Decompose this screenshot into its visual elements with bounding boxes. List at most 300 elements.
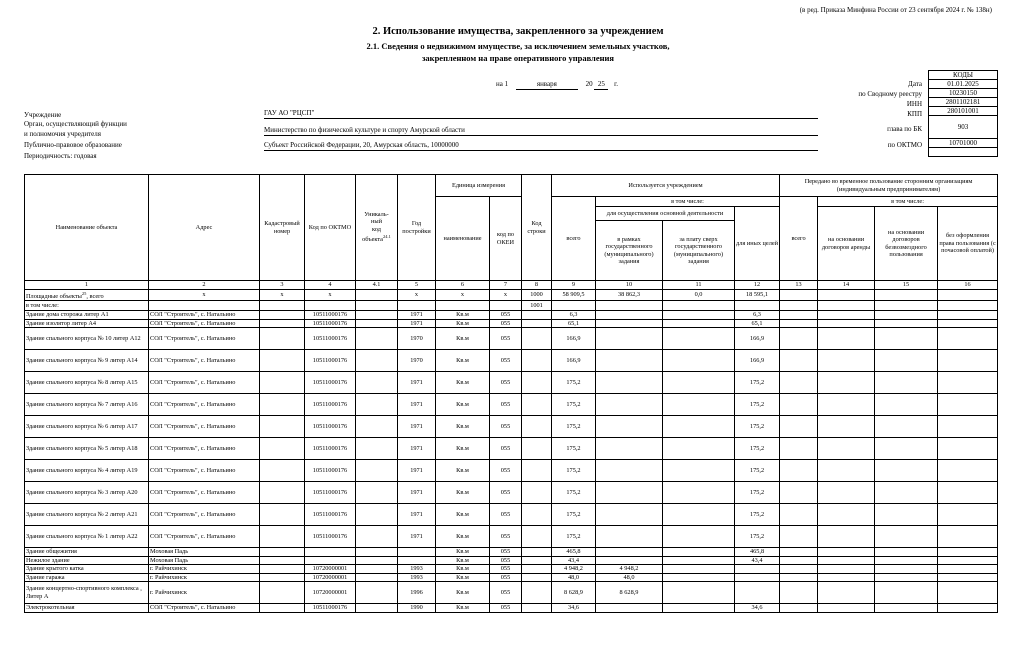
unit-cell: Кв.м — [436, 438, 490, 460]
unique-code-cell — [356, 394, 398, 416]
object-name: Здание изолятор литер А4 — [25, 319, 149, 328]
passed-cell — [875, 394, 938, 416]
empty-cell — [596, 301, 663, 311]
passed-cell — [875, 372, 938, 394]
passed-cell — [818, 416, 875, 438]
unique-code-cell — [356, 573, 398, 582]
passed-cell — [875, 319, 938, 328]
institution-value: ГАУ АО "РЦСП" — [264, 109, 818, 119]
passed-cell — [938, 460, 998, 482]
unit-cell: Кв.м — [436, 548, 490, 557]
unique-code-cell — [356, 350, 398, 372]
date-year: 25 — [594, 80, 608, 90]
unique-code-cell — [356, 565, 398, 574]
over-task-cell — [663, 482, 735, 504]
oktmo-cell: 10511000176 — [305, 319, 356, 328]
column-number: 5 — [398, 281, 436, 290]
header-unique-3: код — [372, 225, 381, 233]
year-cell: 1993 — [398, 565, 436, 574]
over-task-cell — [663, 573, 735, 582]
header-oktmo: Код по ОКТМО — [305, 175, 356, 281]
oktmo-cell: 10511000176 — [305, 460, 356, 482]
oktmo-cell: 10511000176 — [305, 526, 356, 548]
passed-cell — [875, 604, 938, 613]
oktmo-cell — [305, 556, 356, 565]
code-value-bk: 903 — [929, 116, 998, 139]
passed-cell — [875, 460, 938, 482]
over-task-cell — [663, 604, 735, 613]
over-task-cell — [663, 372, 735, 394]
passed-cell — [875, 350, 938, 372]
total-cell: x — [260, 289, 305, 301]
incl-row — [25, 301, 998, 311]
table-row — [25, 482, 998, 504]
oktmo-cell: 10720000001 — [305, 582, 356, 604]
object-name: Электрокотельная — [25, 604, 149, 613]
passed-cell — [875, 311, 938, 320]
total-cell — [818, 289, 875, 301]
passed-cell — [818, 311, 875, 320]
object-address: СОЛ "Строитель", с. Натальино — [149, 416, 260, 438]
unit-cell: Кв.м — [436, 573, 490, 582]
table-row — [25, 394, 998, 416]
header-main-activity: для осуществления основной деятельности — [596, 207, 735, 221]
over-task-cell — [663, 504, 735, 526]
cadastral-cell — [260, 565, 305, 574]
oktmo-cell: 10720000001 — [305, 573, 356, 582]
passed-cell — [818, 460, 875, 482]
passed-cell — [780, 504, 818, 526]
passed-cell — [938, 394, 998, 416]
passed-cell — [938, 319, 998, 328]
header-used-total: всего — [552, 197, 596, 281]
year-cell: 1971 — [398, 416, 436, 438]
column-number: 16 — [938, 281, 998, 290]
passed-cell — [818, 565, 875, 574]
passed-cell — [780, 350, 818, 372]
total-cell — [875, 289, 938, 301]
empty-cell — [305, 301, 356, 311]
unique-code-cell — [356, 319, 398, 328]
passed-cell — [875, 556, 938, 565]
unique-code-cell — [356, 460, 398, 482]
object-address: г. Райчихинск — [149, 565, 260, 574]
used-total-cell: 4 948,2 — [552, 565, 596, 574]
header-no-doc: без оформления права пользования (с почасовой оплатой) — [938, 207, 998, 281]
passed-cell — [818, 548, 875, 557]
empty-cell — [938, 301, 998, 311]
over-task-cell — [663, 460, 735, 482]
table-row — [25, 504, 998, 526]
code-value-date: 01.01.2025 — [929, 80, 998, 89]
code-value-empty — [929, 148, 998, 157]
over-task-cell — [663, 350, 735, 372]
okei-cell: 055 — [490, 350, 522, 372]
unit-cell: Кв.м — [436, 526, 490, 548]
column-number: 8 — [522, 281, 552, 290]
header-year: Год постройки — [398, 175, 436, 281]
passed-cell — [818, 556, 875, 565]
unique-code-cell — [356, 416, 398, 438]
other-purpose-cell — [735, 573, 780, 582]
header-passed-group: Передано во временное пользование сторонним организациям (индивидуальным предпринимателям) — [780, 175, 998, 197]
object-address: СОЛ "Строитель", с. Натальино — [149, 526, 260, 548]
table-row — [25, 556, 998, 565]
object-address: СОЛ "Строитель", с. Натальино — [149, 394, 260, 416]
row-code-cell — [522, 556, 552, 565]
passed-cell — [875, 548, 938, 557]
used-total-cell: 175,2 — [552, 482, 596, 504]
cadastral-cell — [260, 548, 305, 557]
edition-note: (в ред. Приказа Минфина России от 23 сентября 2024 г. № 138н) — [799, 6, 992, 14]
passed-cell — [938, 526, 998, 548]
founder-label-2: и полномочия учредителя — [24, 130, 101, 138]
column-number: 2 — [149, 281, 260, 290]
object-name: Здание спального корпуса № 4 литер А19 — [25, 460, 149, 482]
passed-cell — [780, 328, 818, 350]
passed-cell — [818, 438, 875, 460]
okei-cell: 055 — [490, 604, 522, 613]
passed-cell — [875, 565, 938, 574]
passed-cell — [780, 311, 818, 320]
other-purpose-cell: 465,8 — [735, 548, 780, 557]
cadastral-cell — [260, 319, 305, 328]
object-name: Здание дома сторожа литер А1 — [25, 311, 149, 320]
object-name: Здание крытого катка — [25, 565, 149, 574]
passed-cell — [875, 573, 938, 582]
empty-cell — [552, 301, 596, 311]
header-cadastral: Кадастровый номер — [260, 175, 305, 281]
used-total-cell: 175,2 — [552, 504, 596, 526]
other-purpose-cell: 175,2 — [735, 438, 780, 460]
unique-code-cell — [356, 372, 398, 394]
within-task-cell — [596, 394, 663, 416]
code-label-date: Дата — [908, 80, 922, 88]
unit-cell: Кв.м — [436, 311, 490, 320]
unique-code-cell — [356, 311, 398, 320]
total-name-text: Площадные объекты — [26, 292, 82, 300]
codes-header: КОДЫ — [929, 71, 998, 80]
year-cell: 1971 — [398, 438, 436, 460]
passed-cell — [875, 582, 938, 604]
year-cell: 1971 — [398, 460, 436, 482]
column-number: 1 — [25, 281, 149, 290]
within-task-cell — [596, 319, 663, 328]
header-unique-2: ный — [371, 218, 382, 226]
okei-cell: 055 — [490, 394, 522, 416]
used-total-cell: 175,2 — [552, 416, 596, 438]
oktmo-cell: 10720000001 — [305, 565, 356, 574]
okei-cell: 055 — [490, 556, 522, 565]
passed-cell — [818, 604, 875, 613]
header-unique-1: Уникаль- — [364, 210, 389, 218]
unique-code-cell — [356, 548, 398, 557]
total-name-suffix: , всего — [86, 292, 104, 300]
other-purpose-cell: 175,2 — [735, 526, 780, 548]
periodicity-label: Периодичность: годовая — [24, 152, 97, 160]
object-name: Нежилое здание — [25, 556, 149, 565]
object-name: Здание спального корпуса № 3 литер А20 — [25, 482, 149, 504]
passed-cell — [780, 604, 818, 613]
passed-cell — [780, 416, 818, 438]
row-code-cell — [522, 604, 552, 613]
over-task-cell — [663, 582, 735, 604]
header-free-use: на основании договоров безвозмездного пользования — [875, 207, 938, 281]
cadastral-cell — [260, 573, 305, 582]
other-purpose-cell — [735, 582, 780, 604]
unit-cell: Кв.м — [436, 482, 490, 504]
passed-cell — [818, 526, 875, 548]
cadastral-cell — [260, 582, 305, 604]
object-name: Здание общежития — [25, 548, 149, 557]
empty-cell — [436, 301, 490, 311]
unit-cell: Кв.м — [436, 350, 490, 372]
total-cell: 1000 — [522, 289, 552, 301]
other-purpose-cell: 175,2 — [735, 504, 780, 526]
other-purpose-cell: 175,2 — [735, 460, 780, 482]
table-row — [25, 460, 998, 482]
oktmo-cell: 10511000176 — [305, 482, 356, 504]
table-row — [25, 372, 998, 394]
unique-code-cell — [356, 582, 398, 604]
table-row — [25, 582, 998, 604]
oktmo-cell: 10511000176 — [305, 416, 356, 438]
total-cell: 38 862,3 — [596, 289, 663, 301]
passed-cell — [938, 582, 998, 604]
passed-cell — [780, 482, 818, 504]
empty-cell — [875, 301, 938, 311]
passed-cell — [938, 372, 998, 394]
page-title: 2. Использование имущества, закрепленного за учреждением — [372, 26, 664, 37]
used-total-cell: 465,8 — [552, 548, 596, 557]
passed-cell — [938, 438, 998, 460]
within-task-cell — [596, 482, 663, 504]
header-unit-name: наименование — [436, 197, 490, 281]
cadastral-cell — [260, 460, 305, 482]
header-used-incl: в том числе: — [596, 197, 780, 207]
used-total-cell: 48,0 — [552, 573, 596, 582]
used-total-cell: 175,2 — [552, 526, 596, 548]
row-code-cell — [522, 573, 552, 582]
header-row-code: Код строки — [522, 175, 552, 281]
oktmo-cell: 10511000176 — [305, 504, 356, 526]
empty-cell — [780, 301, 818, 311]
okei-cell: 055 — [490, 328, 522, 350]
empty-cell — [818, 301, 875, 311]
used-total-cell: 175,2 — [552, 394, 596, 416]
unit-cell: Кв.м — [436, 416, 490, 438]
object-name: Здание концертно-спортивного комплекса , Литер А — [25, 582, 149, 604]
cadastral-cell — [260, 311, 305, 320]
cadastral-cell — [260, 604, 305, 613]
row-code-cell — [522, 482, 552, 504]
code-value-oktmo: 10701000 — [929, 139, 998, 148]
empty-cell — [490, 301, 522, 311]
okei-cell: 055 — [490, 582, 522, 604]
within-task-cell — [596, 460, 663, 482]
object-address: СОЛ "Строитель", с. Натальино — [149, 311, 260, 320]
unit-cell: Кв.м — [436, 394, 490, 416]
other-purpose-cell: 166,9 — [735, 350, 780, 372]
passed-cell — [938, 565, 998, 574]
header-over-task: за плату сверх государственного (муниципального) задания — [663, 221, 735, 281]
row-code-cell — [522, 548, 552, 557]
header-lease: на основании договоров аренды — [818, 207, 875, 281]
total-row — [25, 289, 998, 301]
cadastral-cell — [260, 372, 305, 394]
within-task-cell — [596, 350, 663, 372]
okei-cell: 055 — [490, 548, 522, 557]
date-month: января — [516, 80, 578, 90]
unit-cell: Кв.м — [436, 565, 490, 574]
property-table — [24, 174, 998, 613]
total-name — [25, 289, 149, 301]
within-task-cell — [596, 604, 663, 613]
passed-cell — [938, 556, 998, 565]
header-other: для иных целей — [735, 207, 780, 281]
unit-cell: Кв.м — [436, 460, 490, 482]
date-year-prefix: 20 — [585, 80, 593, 88]
row-code-cell — [522, 526, 552, 548]
total-cell: 58 909,5 — [552, 289, 596, 301]
passed-cell — [938, 604, 998, 613]
oktmo-cell: 10511000176 — [305, 394, 356, 416]
column-number: 4 — [305, 281, 356, 290]
incl-name: в том числе: — [25, 301, 149, 311]
passed-cell — [818, 394, 875, 416]
within-task-cell — [596, 372, 663, 394]
passed-cell — [938, 482, 998, 504]
passed-cell — [875, 438, 938, 460]
other-purpose-cell — [735, 565, 780, 574]
within-task-cell — [596, 526, 663, 548]
unit-cell: Кв.м — [436, 604, 490, 613]
object-name: Здание спального корпуса № 2 литер А21 — [25, 504, 149, 526]
year-cell: 1971 — [398, 482, 436, 504]
passed-cell — [875, 482, 938, 504]
column-number: 10 — [596, 281, 663, 290]
header-within-task: в рамках государственного (муниципального) задания — [596, 221, 663, 281]
used-total-cell: 6,3 — [552, 311, 596, 320]
other-purpose-cell: 175,2 — [735, 394, 780, 416]
year-cell — [398, 556, 436, 565]
empty-cell — [663, 301, 735, 311]
okei-cell: 055 — [490, 482, 522, 504]
row-code-cell — [522, 438, 552, 460]
object-address: СОЛ "Строитель", с. Натальино — [149, 460, 260, 482]
row-code-cell — [522, 582, 552, 604]
code-label-oktmo: по ОКТМО — [887, 141, 922, 149]
passed-cell — [818, 350, 875, 372]
passed-cell — [818, 482, 875, 504]
used-total-cell: 166,9 — [552, 328, 596, 350]
year-cell: 1971 — [398, 504, 436, 526]
within-task-cell — [596, 548, 663, 557]
over-task-cell — [663, 311, 735, 320]
passed-cell — [875, 504, 938, 526]
passed-cell — [780, 438, 818, 460]
oktmo-cell — [305, 548, 356, 557]
passed-cell — [780, 573, 818, 582]
header-address: Адрес — [149, 175, 260, 281]
table-row — [25, 548, 998, 557]
over-task-cell — [663, 438, 735, 460]
cadastral-cell — [260, 482, 305, 504]
oktmo-cell: 10511000176 — [305, 350, 356, 372]
row-code-cell — [522, 504, 552, 526]
passed-cell — [938, 573, 998, 582]
within-task-cell — [596, 504, 663, 526]
institution-label: Учреждение — [24, 111, 62, 119]
column-number: 9 — [552, 281, 596, 290]
passed-cell — [780, 319, 818, 328]
row-code-cell — [522, 416, 552, 438]
passed-cell — [818, 372, 875, 394]
unique-code-cell — [356, 328, 398, 350]
total-cell — [780, 289, 818, 301]
other-purpose-cell: 175,2 — [735, 416, 780, 438]
object-address: Моховая Падь — [149, 548, 260, 557]
used-total-cell: 175,2 — [552, 372, 596, 394]
other-purpose-cell: 175,2 — [735, 482, 780, 504]
column-numbers-row — [25, 281, 998, 290]
other-purpose-cell: 34,6 — [735, 604, 780, 613]
passed-cell — [938, 350, 998, 372]
row-code-cell — [522, 565, 552, 574]
passed-cell — [780, 460, 818, 482]
total-cell: 18 595,1 — [735, 289, 780, 301]
total-cell: 0,0 — [663, 289, 735, 301]
over-task-cell — [663, 394, 735, 416]
unique-code-cell — [356, 556, 398, 565]
table-row — [25, 573, 998, 582]
within-task-cell: 4 948,2 — [596, 565, 663, 574]
total-name-sup: 25 — [81, 290, 87, 296]
cadastral-cell — [260, 504, 305, 526]
within-task-cell — [596, 416, 663, 438]
header-unit-group: Единица измерения — [436, 175, 522, 197]
unit-cell: Кв.м — [436, 372, 490, 394]
passed-cell — [875, 328, 938, 350]
within-task-cell: 48,0 — [596, 573, 663, 582]
cadastral-cell — [260, 438, 305, 460]
okei-cell: 055 — [490, 573, 522, 582]
within-task-cell — [596, 328, 663, 350]
object-address: СОЛ "Строитель", с. Натальино — [149, 328, 260, 350]
used-total-cell: 65,1 — [552, 319, 596, 328]
unique-code-cell — [356, 438, 398, 460]
okei-cell: 055 — [490, 438, 522, 460]
okei-cell: 055 — [490, 565, 522, 574]
okei-cell: 055 — [490, 372, 522, 394]
column-number: 7 — [490, 281, 522, 290]
cadastral-cell — [260, 526, 305, 548]
year-cell: 1990 — [398, 604, 436, 613]
cadastral-cell — [260, 328, 305, 350]
within-task-cell — [596, 556, 663, 565]
table-row — [25, 416, 998, 438]
passed-cell — [780, 582, 818, 604]
header-unit-code: код по ОКЕИ — [490, 197, 522, 281]
passed-cell — [818, 573, 875, 582]
table-row — [25, 565, 998, 574]
subtitle-line-1: 2.1. Сведения о недвижимом имуществе, за исключением земельных участков, — [366, 41, 670, 51]
header-used-group: Используется учреждением — [552, 175, 780, 197]
cadastral-cell — [260, 350, 305, 372]
within-task-cell: 8 628,9 — [596, 582, 663, 604]
table-row — [25, 438, 998, 460]
other-purpose-cell: 65,1 — [735, 319, 780, 328]
